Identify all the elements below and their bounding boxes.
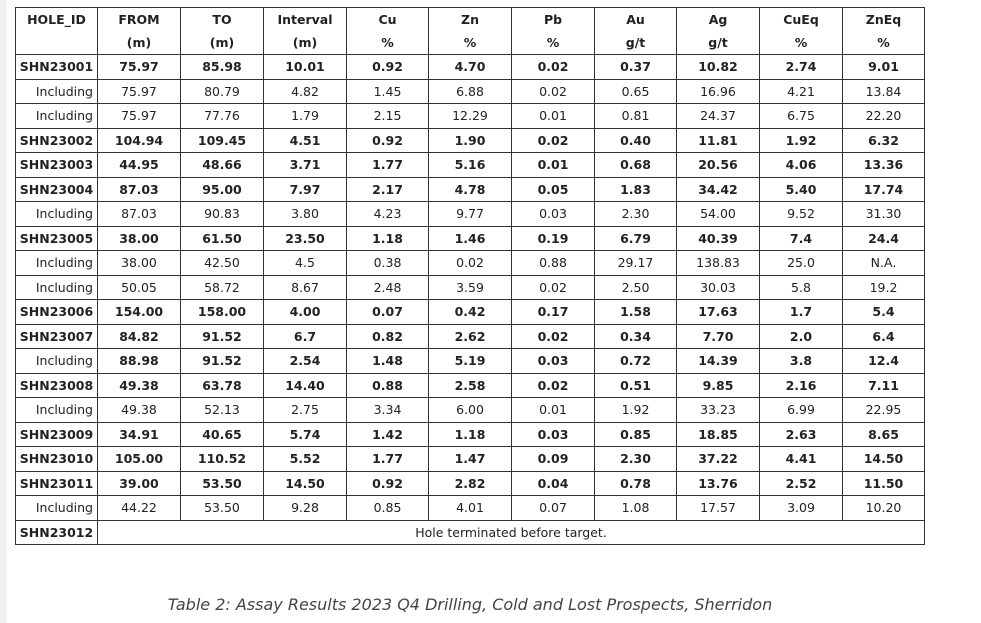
value-cell: 1.18 [429,422,512,447]
value-cell: 1.08 [595,496,677,521]
value-cell: 13.36 [843,153,925,178]
column-header: Zn [429,8,512,32]
value-cell: 1.83 [595,177,677,202]
value-cell: 110.52 [181,447,264,472]
hole-id-cell: SHN23003 [16,153,98,178]
value-cell: 1.47 [429,447,512,472]
table-row-hole [16,177,925,202]
value-cell: 25.0 [760,251,843,276]
value-cell: 2.58 [429,373,512,398]
value-cell: 4.06 [760,153,843,178]
value-cell: 10.01 [264,55,347,80]
table-row-hole [16,226,925,251]
value-cell: 18.85 [677,422,760,447]
value-cell: 0.72 [595,349,677,374]
column-header: CuEq [760,8,843,32]
table-row-hole [16,447,925,472]
value-cell: 17.74 [843,177,925,202]
value-cell: 4.23 [347,202,429,227]
column-unit: % [760,31,843,55]
column-header: Cu [347,8,429,32]
value-cell: 0.05 [512,177,595,202]
value-cell: 77.76 [181,104,264,129]
table-row-hole [16,300,925,325]
value-cell: 0.02 [512,275,595,300]
value-cell: 3.71 [264,153,347,178]
value-cell: 61.50 [181,226,264,251]
value-cell: 13.76 [677,471,760,496]
column-unit: % [429,31,512,55]
value-cell: 6.7 [264,324,347,349]
column-header: Pb [512,8,595,32]
value-cell: 2.52 [760,471,843,496]
value-cell: 0.85 [347,496,429,521]
value-cell: 33.23 [677,398,760,423]
value-cell: 52.13 [181,398,264,423]
value-cell: 8.67 [264,275,347,300]
value-cell: 2.16 [760,373,843,398]
value-cell: 42.50 [181,251,264,276]
value-cell: 2.75 [264,398,347,423]
value-cell: 4.41 [760,447,843,472]
value-cell: 44.95 [98,153,181,178]
value-cell: 20.56 [677,153,760,178]
value-cell: 109.45 [181,128,264,153]
hole-id-cell: SHN23004 [16,177,98,202]
table-row-including [16,79,925,104]
value-cell: 0.92 [347,55,429,80]
column-header: Au [595,8,677,32]
value-cell: 40.65 [181,422,264,447]
value-cell: 48.66 [181,153,264,178]
page-gutter [0,0,7,623]
value-cell: 158.00 [181,300,264,325]
table-row-including [16,349,925,374]
value-cell: 38.00 [98,251,181,276]
value-cell: 53.50 [181,496,264,521]
value-cell: 0.92 [347,471,429,496]
column-unit: (m) [181,31,264,55]
table-row-including [16,202,925,227]
table-row-including [16,275,925,300]
value-cell: 14.50 [264,471,347,496]
value-cell: 4.51 [264,128,347,153]
value-cell: 19.2 [843,275,925,300]
value-cell: 2.17 [347,177,429,202]
value-cell: 1.46 [429,226,512,251]
value-cell: 9.28 [264,496,347,521]
value-cell: 80.79 [181,79,264,104]
value-cell: 0.03 [512,349,595,374]
value-cell: 3.8 [760,349,843,374]
value-cell: 0.51 [595,373,677,398]
column-header: Interval [264,8,347,32]
value-cell: 0.02 [512,373,595,398]
table-body [16,55,925,545]
value-cell: 37.22 [677,447,760,472]
table-row-note [16,520,925,545]
value-cell: N.A. [843,251,925,276]
value-cell: 6.4 [843,324,925,349]
table-row-hole [16,471,925,496]
value-cell: 1.7 [760,300,843,325]
hole-id-cell: SHN23007 [16,324,98,349]
value-cell: 58.72 [181,275,264,300]
value-cell: 138.83 [677,251,760,276]
value-cell: 2.54 [264,349,347,374]
value-cell: 1.18 [347,226,429,251]
value-cell: 8.65 [843,422,925,447]
value-cell: 3.34 [347,398,429,423]
column-header: TO [181,8,264,32]
value-cell: 10.82 [677,55,760,80]
hole-id-cell: SHN23009 [16,422,98,447]
value-cell: 13.84 [843,79,925,104]
value-cell: 5.4 [843,300,925,325]
value-cell: 38.00 [98,226,181,251]
value-cell: 24.4 [843,226,925,251]
value-cell: 4.82 [264,79,347,104]
note-cell: Hole terminated before target. [98,520,925,545]
hole-id-cell: Including [16,398,98,423]
value-cell: 87.03 [98,202,181,227]
table-row-hole [16,128,925,153]
value-cell: 14.39 [677,349,760,374]
value-cell: 49.38 [98,373,181,398]
value-cell: 85.98 [181,55,264,80]
value-cell: 75.97 [98,79,181,104]
hole-id-cell: SHN23012 [16,520,98,545]
value-cell: 5.19 [429,349,512,374]
table-row-hole [16,422,925,447]
value-cell: 14.40 [264,373,347,398]
hole-id-cell: Including [16,496,98,521]
value-cell: 5.74 [264,422,347,447]
value-cell: 87.03 [98,177,181,202]
value-cell: 0.38 [347,251,429,276]
value-cell: 4.21 [760,79,843,104]
value-cell: 0.07 [347,300,429,325]
value-cell: 7.70 [677,324,760,349]
value-cell: 3.80 [264,202,347,227]
value-cell: 5.16 [429,153,512,178]
value-cell: 0.02 [512,55,595,80]
value-cell: 0.07 [512,496,595,521]
value-cell: 5.8 [760,275,843,300]
value-cell: 0.85 [595,422,677,447]
value-cell: 1.77 [347,447,429,472]
value-cell: 0.88 [512,251,595,276]
value-cell: 0.02 [512,128,595,153]
value-cell: 1.92 [595,398,677,423]
value-cell: 2.15 [347,104,429,129]
value-cell: 2.82 [429,471,512,496]
value-cell: 0.65 [595,79,677,104]
value-cell: 6.00 [429,398,512,423]
hole-id-cell: SHN23002 [16,128,98,153]
value-cell: 6.79 [595,226,677,251]
value-cell: 0.40 [595,128,677,153]
value-cell: 50.05 [98,275,181,300]
value-cell: 0.02 [512,324,595,349]
value-cell: 49.38 [98,398,181,423]
value-cell: 0.02 [429,251,512,276]
value-cell: 63.78 [181,373,264,398]
value-cell: 53.50 [181,471,264,496]
table-row-hole [16,324,925,349]
value-cell: 39.00 [98,471,181,496]
value-cell: 1.77 [347,153,429,178]
column-unit: (m) [98,31,181,55]
value-cell: 75.97 [98,55,181,80]
value-cell: 4.5 [264,251,347,276]
value-cell: 4.78 [429,177,512,202]
value-cell: 6.32 [843,128,925,153]
value-cell: 1.45 [347,79,429,104]
value-cell: 22.20 [843,104,925,129]
hole-id-cell: SHN23005 [16,226,98,251]
value-cell: 1.79 [264,104,347,129]
table-header [16,8,925,55]
hole-id-cell: SHN23010 [16,447,98,472]
value-cell: 0.78 [595,471,677,496]
value-cell: 0.17 [512,300,595,325]
value-cell: 9.77 [429,202,512,227]
hole-id-cell: Including [16,349,98,374]
table-caption: Table 2: Assay Results 2023 Q4 Drilling, Cold and Lost Prospects, Sherridon [167,595,773,614]
value-cell: 16.96 [677,79,760,104]
value-cell: 2.30 [595,202,677,227]
value-cell: 30.03 [677,275,760,300]
value-cell: 2.0 [760,324,843,349]
value-cell: 3.09 [760,496,843,521]
value-cell: 11.50 [843,471,925,496]
table-row-including [16,496,925,521]
table-row-including [16,398,925,423]
value-cell: 104.94 [98,128,181,153]
hole-id-cell: Including [16,275,98,300]
value-cell: 1.92 [760,128,843,153]
value-cell: 0.03 [512,422,595,447]
column-unit: % [512,31,595,55]
column-header: HOLE_ID [16,8,98,32]
value-cell: 17.57 [677,496,760,521]
value-cell: 6.88 [429,79,512,104]
column-header: Ag [677,8,760,32]
value-cell: 40.39 [677,226,760,251]
column-header: FROM [98,8,181,32]
value-cell: 7.4 [760,226,843,251]
value-cell: 14.50 [843,447,925,472]
value-cell: 22.95 [843,398,925,423]
value-cell: 29.17 [595,251,677,276]
column-unit: (m) [264,31,347,55]
value-cell: 11.81 [677,128,760,153]
assay-results-table [15,7,925,545]
value-cell: 0.19 [512,226,595,251]
value-cell: 0.02 [512,79,595,104]
value-cell: 3.59 [429,275,512,300]
column-unit: g/t [595,31,677,55]
value-cell: 154.00 [98,300,181,325]
value-cell: 0.42 [429,300,512,325]
value-cell: 0.09 [512,447,595,472]
hole-id-cell: SHN23006 [16,300,98,325]
hole-id-cell: Including [16,251,98,276]
value-cell: 9.01 [843,55,925,80]
value-cell: 0.01 [512,104,595,129]
column-header: ZnEq [843,8,925,32]
value-cell: 90.83 [181,202,264,227]
value-cell: 6.75 [760,104,843,129]
hole-id-cell: Including [16,79,98,104]
hole-id-cell: SHN23008 [16,373,98,398]
value-cell: 2.30 [595,447,677,472]
value-cell: 0.01 [512,153,595,178]
table-row-including [16,104,925,129]
value-cell: 1.90 [429,128,512,153]
value-cell: 7.97 [264,177,347,202]
value-cell: 0.82 [347,324,429,349]
value-cell: 12.4 [843,349,925,374]
value-cell: 24.37 [677,104,760,129]
table-row-hole [16,55,925,80]
value-cell: 91.52 [181,324,264,349]
value-cell: 0.92 [347,128,429,153]
value-cell: 9.52 [760,202,843,227]
hole-id-cell: SHN23011 [16,471,98,496]
value-cell: 4.70 [429,55,512,80]
value-cell: 0.01 [512,398,595,423]
table-row-including [16,251,925,276]
table-row-hole [16,373,925,398]
value-cell: 1.58 [595,300,677,325]
value-cell: 2.63 [760,422,843,447]
hole-id-cell: Including [16,202,98,227]
value-cell: 34.91 [98,422,181,447]
value-cell: 5.52 [264,447,347,472]
value-cell: 105.00 [98,447,181,472]
value-cell: 2.50 [595,275,677,300]
value-cell: 9.85 [677,373,760,398]
value-cell: 12.29 [429,104,512,129]
value-cell: 2.62 [429,324,512,349]
value-cell: 34.42 [677,177,760,202]
value-cell: 0.88 [347,373,429,398]
value-cell: 0.37 [595,55,677,80]
hole-id-cell: SHN23001 [16,55,98,80]
hole-id-cell: Including [16,104,98,129]
value-cell: 75.97 [98,104,181,129]
value-cell: 1.42 [347,422,429,447]
column-unit [16,31,98,55]
value-cell: 88.98 [98,349,181,374]
value-cell: 1.48 [347,349,429,374]
value-cell: 17.63 [677,300,760,325]
column-unit: % [843,31,925,55]
value-cell: 95.00 [181,177,264,202]
value-cell: 0.04 [512,471,595,496]
value-cell: 44.22 [98,496,181,521]
value-cell: 5.40 [760,177,843,202]
column-unit: % [347,31,429,55]
value-cell: 2.48 [347,275,429,300]
value-cell: 84.82 [98,324,181,349]
value-cell: 2.74 [760,55,843,80]
value-cell: 4.01 [429,496,512,521]
table-row-hole [16,153,925,178]
column-unit: g/t [677,31,760,55]
value-cell: 0.03 [512,202,595,227]
value-cell: 6.99 [760,398,843,423]
value-cell: 7.11 [843,373,925,398]
value-cell: 0.34 [595,324,677,349]
assay-table-container [15,7,925,545]
value-cell: 4.00 [264,300,347,325]
value-cell: 0.68 [595,153,677,178]
value-cell: 91.52 [181,349,264,374]
value-cell: 10.20 [843,496,925,521]
value-cell: 54.00 [677,202,760,227]
value-cell: 23.50 [264,226,347,251]
value-cell: 31.30 [843,202,925,227]
value-cell: 0.81 [595,104,677,129]
